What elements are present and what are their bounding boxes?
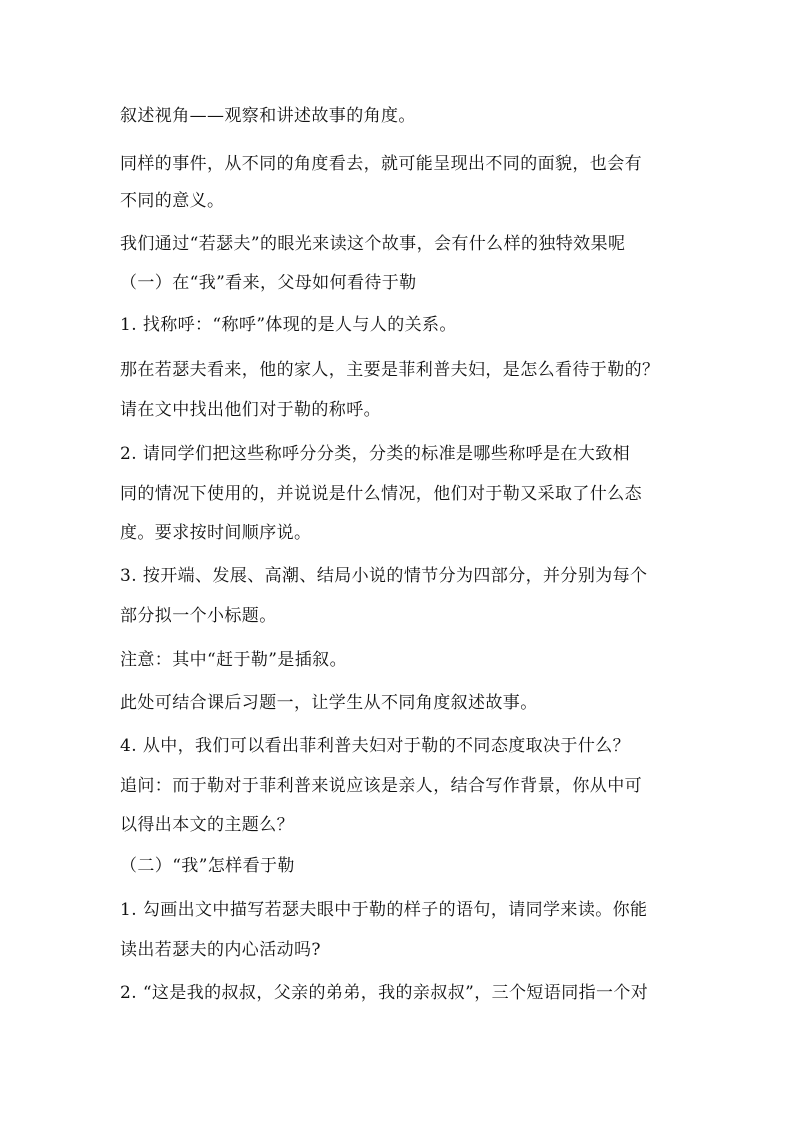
section-heading-two: （二）“我”怎样看于勒 (120, 856, 295, 876)
text-line-narrative-perspective: 叙述视角——观察和讲述故事的角度。 (120, 106, 416, 126)
text-line-note: 注意：其中“赶于勒”是插叙。 (120, 650, 347, 670)
text-line-follow-up-end: 以得出本文的主题么？ (120, 815, 294, 835)
text-line-item-3-end: 部分拟一个小标题。 (120, 606, 277, 626)
text-line-follow-up: 追问：而于勒对于菲利普来说应该是亲人，结合写作背景，你从中可 (120, 776, 642, 796)
text-line-item-2: 2. 请同学们把这些称呼分分类，分类的标准是哪些称呼是在大致相 (120, 444, 631, 464)
text-line-same-event: 同样的事件，从不同的角度看去，就可能呈现出不同的面貌，也会有 (120, 154, 642, 174)
text-line-joseph-perspective: 我们通过“若瑟夫”的眼光来读这个故事，会有什么样的独特效果呢 (120, 234, 626, 254)
text-line-item-3: 3. 按开端、发展、高潮、结局小说的情节分为四部分，并分别为每个 (120, 566, 648, 586)
text-line-item-1: 1. 找称呼：“称呼”体现的是人与人的关系。 (120, 315, 457, 335)
text-line-item-2-end: 度。要求按时间顺序说。 (120, 523, 312, 543)
text-line-family-view: 那在若瑟夫看来，他的家人，主要是菲利普夫妇，是怎么看待于勒的？ (120, 360, 660, 380)
text-line-item-1b: 1. 勾画出文中描写若瑟夫眼中于勒的样子的语句，请同学来读。你能 (120, 900, 648, 920)
text-line-different-meaning: 不同的意义。 (120, 191, 225, 211)
text-line-item-4: 4. 从中，我们可以看出菲利普夫妇对于勒的不同态度取决于什么？ (120, 736, 631, 756)
text-line-item-1b-end: 读出若瑟夫的内心活动吗? (120, 940, 321, 960)
text-line-item-2b: 2. “这是我的叔叔，父亲的弟弟，我的亲叔叔”，三个短语同指一个对 (120, 983, 649, 1003)
text-line-find-addresses: 请在文中找出他们对于勒的称呼。 (120, 400, 381, 420)
text-line-item-2-cont: 同的情况下使用的，并说说是什么情况，他们对于勒又采取了什么态 (120, 484, 642, 504)
text-line-exercise-hint: 此处可结合课后习题一，让学生从不同角度叙述故事。 (120, 693, 538, 713)
section-heading-one: （一）在“我”看来，父母如何看待于勒 (120, 273, 417, 293)
